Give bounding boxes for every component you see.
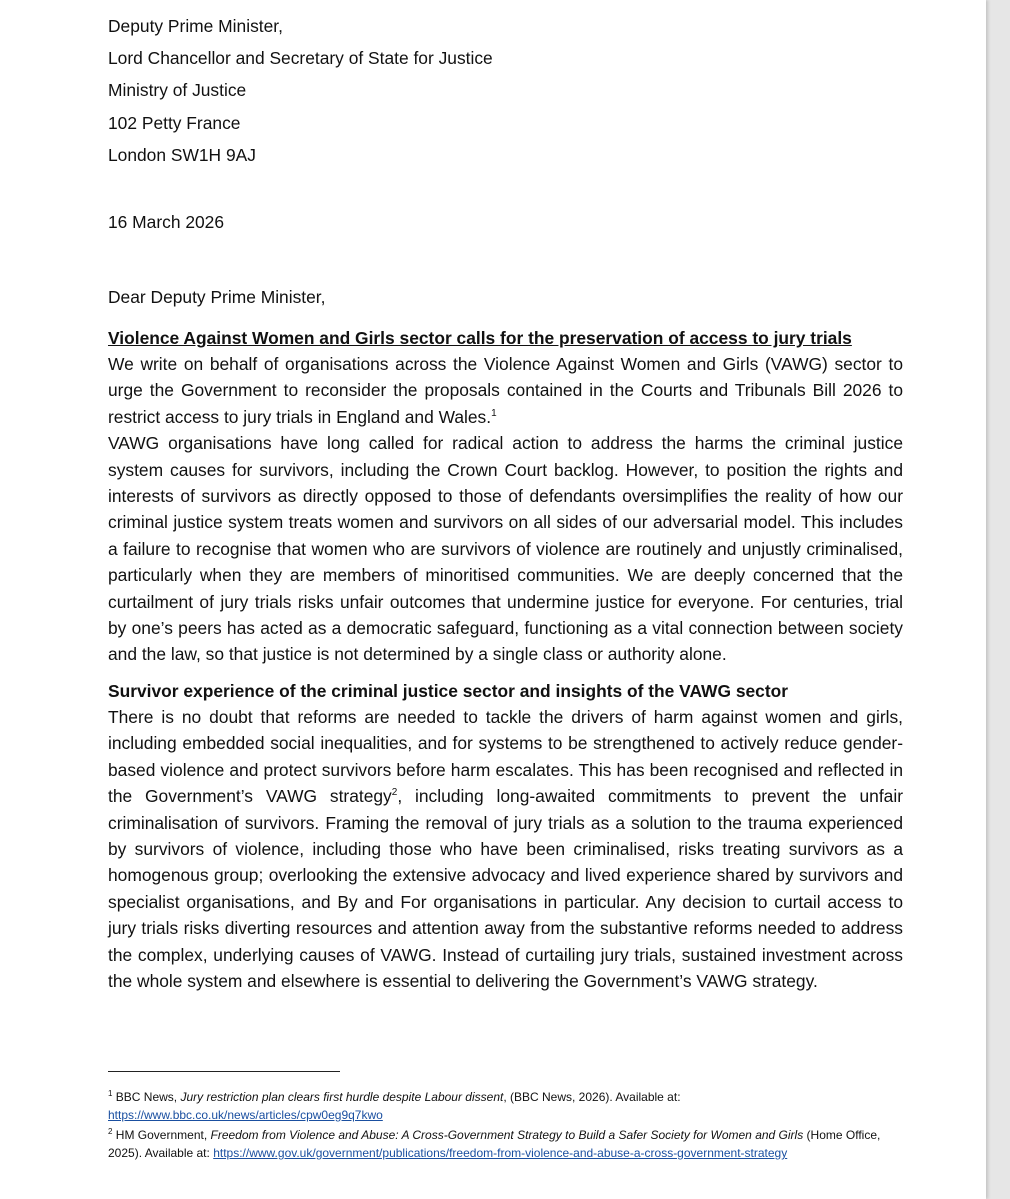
footnote-1-suffix: , (BBC News, 2026). Available at: xyxy=(503,1090,681,1104)
footnote-1-link[interactable]: https://www.bbc.co.uk/news/articles/cpw0eg9q7kwo xyxy=(108,1108,383,1122)
footnote-ref-2[interactable]: 2 xyxy=(391,787,398,799)
salutation: Dear Deputy Prime Minister, xyxy=(108,287,326,308)
recipient-city-postcode: London SW1H 9AJ xyxy=(108,144,256,165)
paragraph-survivor-text-after: , including long-awaited commitments to prevent the unfair criminalisation of survivors. Framing the removal of jury trials as a solution to the trauma experienced by survivors of violence, including those who have been criminalised, risks treating survivors as a homogenous group; overlooking the extensive advocacy and lived experience shared by survivors and specialist organisations, and By and For organisations in particular. Any decision to curtail access to jury trials risks diverting resources and attention away from the substantive reforms needed to address the complex, underlying causes of VAWG. Instead of curtailing jury trials, sustained investment across the whole system and elsewhere is essential to delivering the Government’s VAWG strategy. xyxy=(108,786,903,991)
paragraph-survivor-text-before: There is no doubt that reforms are needed to tackle the drivers of harm against women and girls, including embedded social inequalities, and for systems to be strengthened to actively reduce gender-based violence and protect survivors before harm escalates. This has been recognised and reflected in the Government’s VAWG strategy xyxy=(108,706,903,807)
paragraph-concerns: VAWG organisations have long called for radical action to address the harms the criminal justice system causes for survivors, including the Crown Court backlog. However, to position the rights and interests of survivors as directly opposed to those of defendants oversimplifies the reality of how our criminal justice system treats women and survivors on all sides of our adversarial model. This includes a failure to recognise that women who are survivors of violence are routinely and unjustly criminalised, particularly when they are members of minoritised communities. We are deeply concerned that the curtailment of jury trials risks unfair outcomes that undermine justice for everyone. For centuries, trial by one’s peers has acted as a democratic safeguard, functioning as a vital connection between society and the law, so that justice is not determined by a single class or authority alone. xyxy=(108,433,903,665)
recipient-title: Deputy Prime Minister, xyxy=(108,16,283,36)
letter-date: 16 March 2026 xyxy=(108,212,225,233)
footnote-1-number: 1 xyxy=(108,1089,113,1098)
subject-line: Violence Against Women and Girls sector calls for the preservation of access to jury trials xyxy=(108,328,852,349)
section-heading: Survivor experience of the criminal justice sector and insights of the VAWG sector xyxy=(108,680,789,701)
letter-content xyxy=(108,10,903,994)
recipient-address xyxy=(108,10,903,171)
recipient-street: 102 Petty France xyxy=(108,112,241,133)
footnote-2 xyxy=(108,1126,898,1162)
paragraph-intro-text: We write on behalf of organisations across the Violence Against Women and Girls (VAWG) sector to urge the Government to reconsider the proposals contained in the Courts and Tribunals Bill 2026 to restrict access to jury trials in England and Wales. xyxy=(108,354,903,427)
footnote-1 xyxy=(108,1088,898,1124)
footnote-2-title: Freedom from Violence and Abuse: A Cross-Government Strategy to Build a Safer Society for Women and Girls xyxy=(210,1128,804,1142)
footnote-1-title: Jury restriction plan clears first hurdle despite Labour dissent xyxy=(180,1090,504,1104)
recipient-role: Lord Chancellor and Secretary of State for Justice xyxy=(108,48,493,69)
paragraph-survivor-experience xyxy=(108,704,903,994)
paragraph-intro xyxy=(108,351,903,430)
footnote-1-prefix: BBC News, xyxy=(115,1090,178,1104)
footnote-2-number: 2 xyxy=(108,1127,113,1136)
footnote-ref-1[interactable]: 1 xyxy=(491,407,497,419)
footnote-2-link[interactable]: https://www.gov.uk/government/publications/freedom-from-violence-and-abuse-a-cross-government-strategy xyxy=(213,1146,788,1160)
recipient-department: Ministry of Justice xyxy=(108,80,247,101)
footnotes xyxy=(108,1088,898,1162)
footnote-2-suffix: (Home Office, 2025). Available at: xyxy=(108,1128,881,1160)
footnote-2-prefix: HM Government, xyxy=(115,1128,208,1142)
footnote-divider xyxy=(108,1071,340,1072)
